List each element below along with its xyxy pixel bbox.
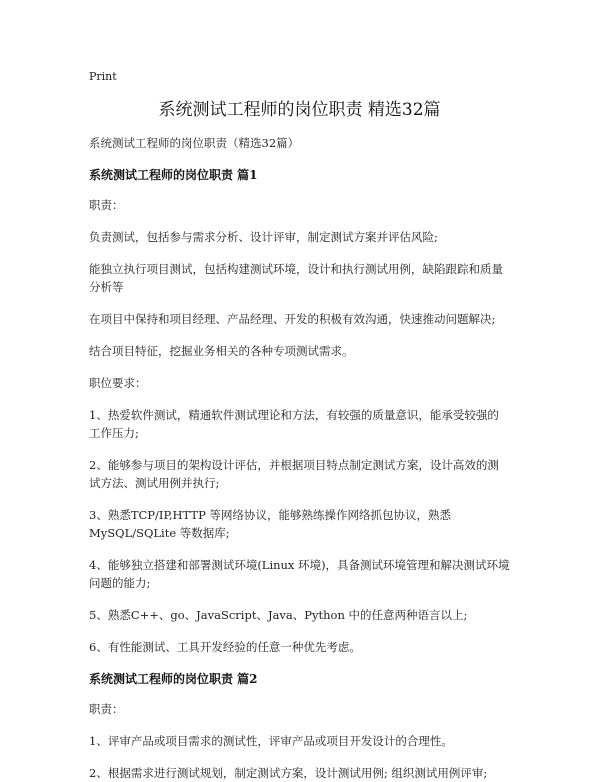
- document-title: 系统测试工程师的岗位职责 精选32篇: [158, 100, 441, 120]
- section-1-requirement-1: 1、热爱软件测试，精通软件测试理论和方法，有较强的质量意识，能承受较强的工作压力;: [89, 408, 499, 440]
- intro-paragraph: 系统测试工程师的岗位职责（精选32篇）: [89, 136, 300, 150]
- section-1-duty-2: 能独立执行项目测试，包括构建测试环境，设计和执行测试用例，缺陷跟踪和质量分析等: [89, 262, 503, 294]
- section-2-duty-2: 2、根据需求进行测试规划，制定测试方案，设计测试用例; 组织测试用例评审;: [89, 766, 488, 780]
- section-1-duties-label: 职责：: [89, 198, 124, 212]
- print-label[interactable]: Print: [89, 70, 117, 83]
- section-2-heading: 系统测试工程师的岗位职责 篇2: [89, 672, 258, 686]
- section-1-requirements-label: 职位要求：: [89, 376, 147, 390]
- section-2-duty-1: 1、评审产品或项目需求的测试性，评审产品或项目开发设计的合理性。: [89, 734, 453, 748]
- section-1-requirement-6: 6、有性能测试、工具开发经验的任意一种优先考虑。: [89, 640, 361, 654]
- section-1-requirement-4: 4、能够独立搭建和部署测试环境(Linux 环境)，具备测试环境管理和解决测试环境问题的能力;: [89, 558, 510, 590]
- section-1-heading: 系统测试工程师的岗位职责 篇1: [89, 168, 258, 182]
- section-1-requirement-5: 5、熟悉C++、go、JavaScript、Java、Python 中的任意两种语言以上;: [89, 608, 468, 622]
- section-1-requirement-3: 3、熟悉TCP/IP,HTTP 等网络协议，能够熟练操作网络抓包协议，熟悉 MySQL/SQLite 等数据库;: [89, 508, 451, 540]
- section-1-duty-3: 在项目中保持和项目经理、产品经理、开发的积极有效沟通，快速推动问题解决;: [89, 312, 496, 326]
- section-1-duty-1: 负责测试，包括参与需求分析、设计评审，制定测试方案并评估风险;: [89, 230, 438, 244]
- section-2-duties-label: 职责：: [89, 702, 124, 716]
- section-1-requirement-2: 2、能够参与项目的架构设计评估，并根据项目特点制定测试方案，设计高效的测试方法、测试用例并执行;: [89, 458, 499, 490]
- section-1-duty-4: 结合项目特征，挖掘业务相关的各种专项测试需求。: [89, 344, 354, 358]
